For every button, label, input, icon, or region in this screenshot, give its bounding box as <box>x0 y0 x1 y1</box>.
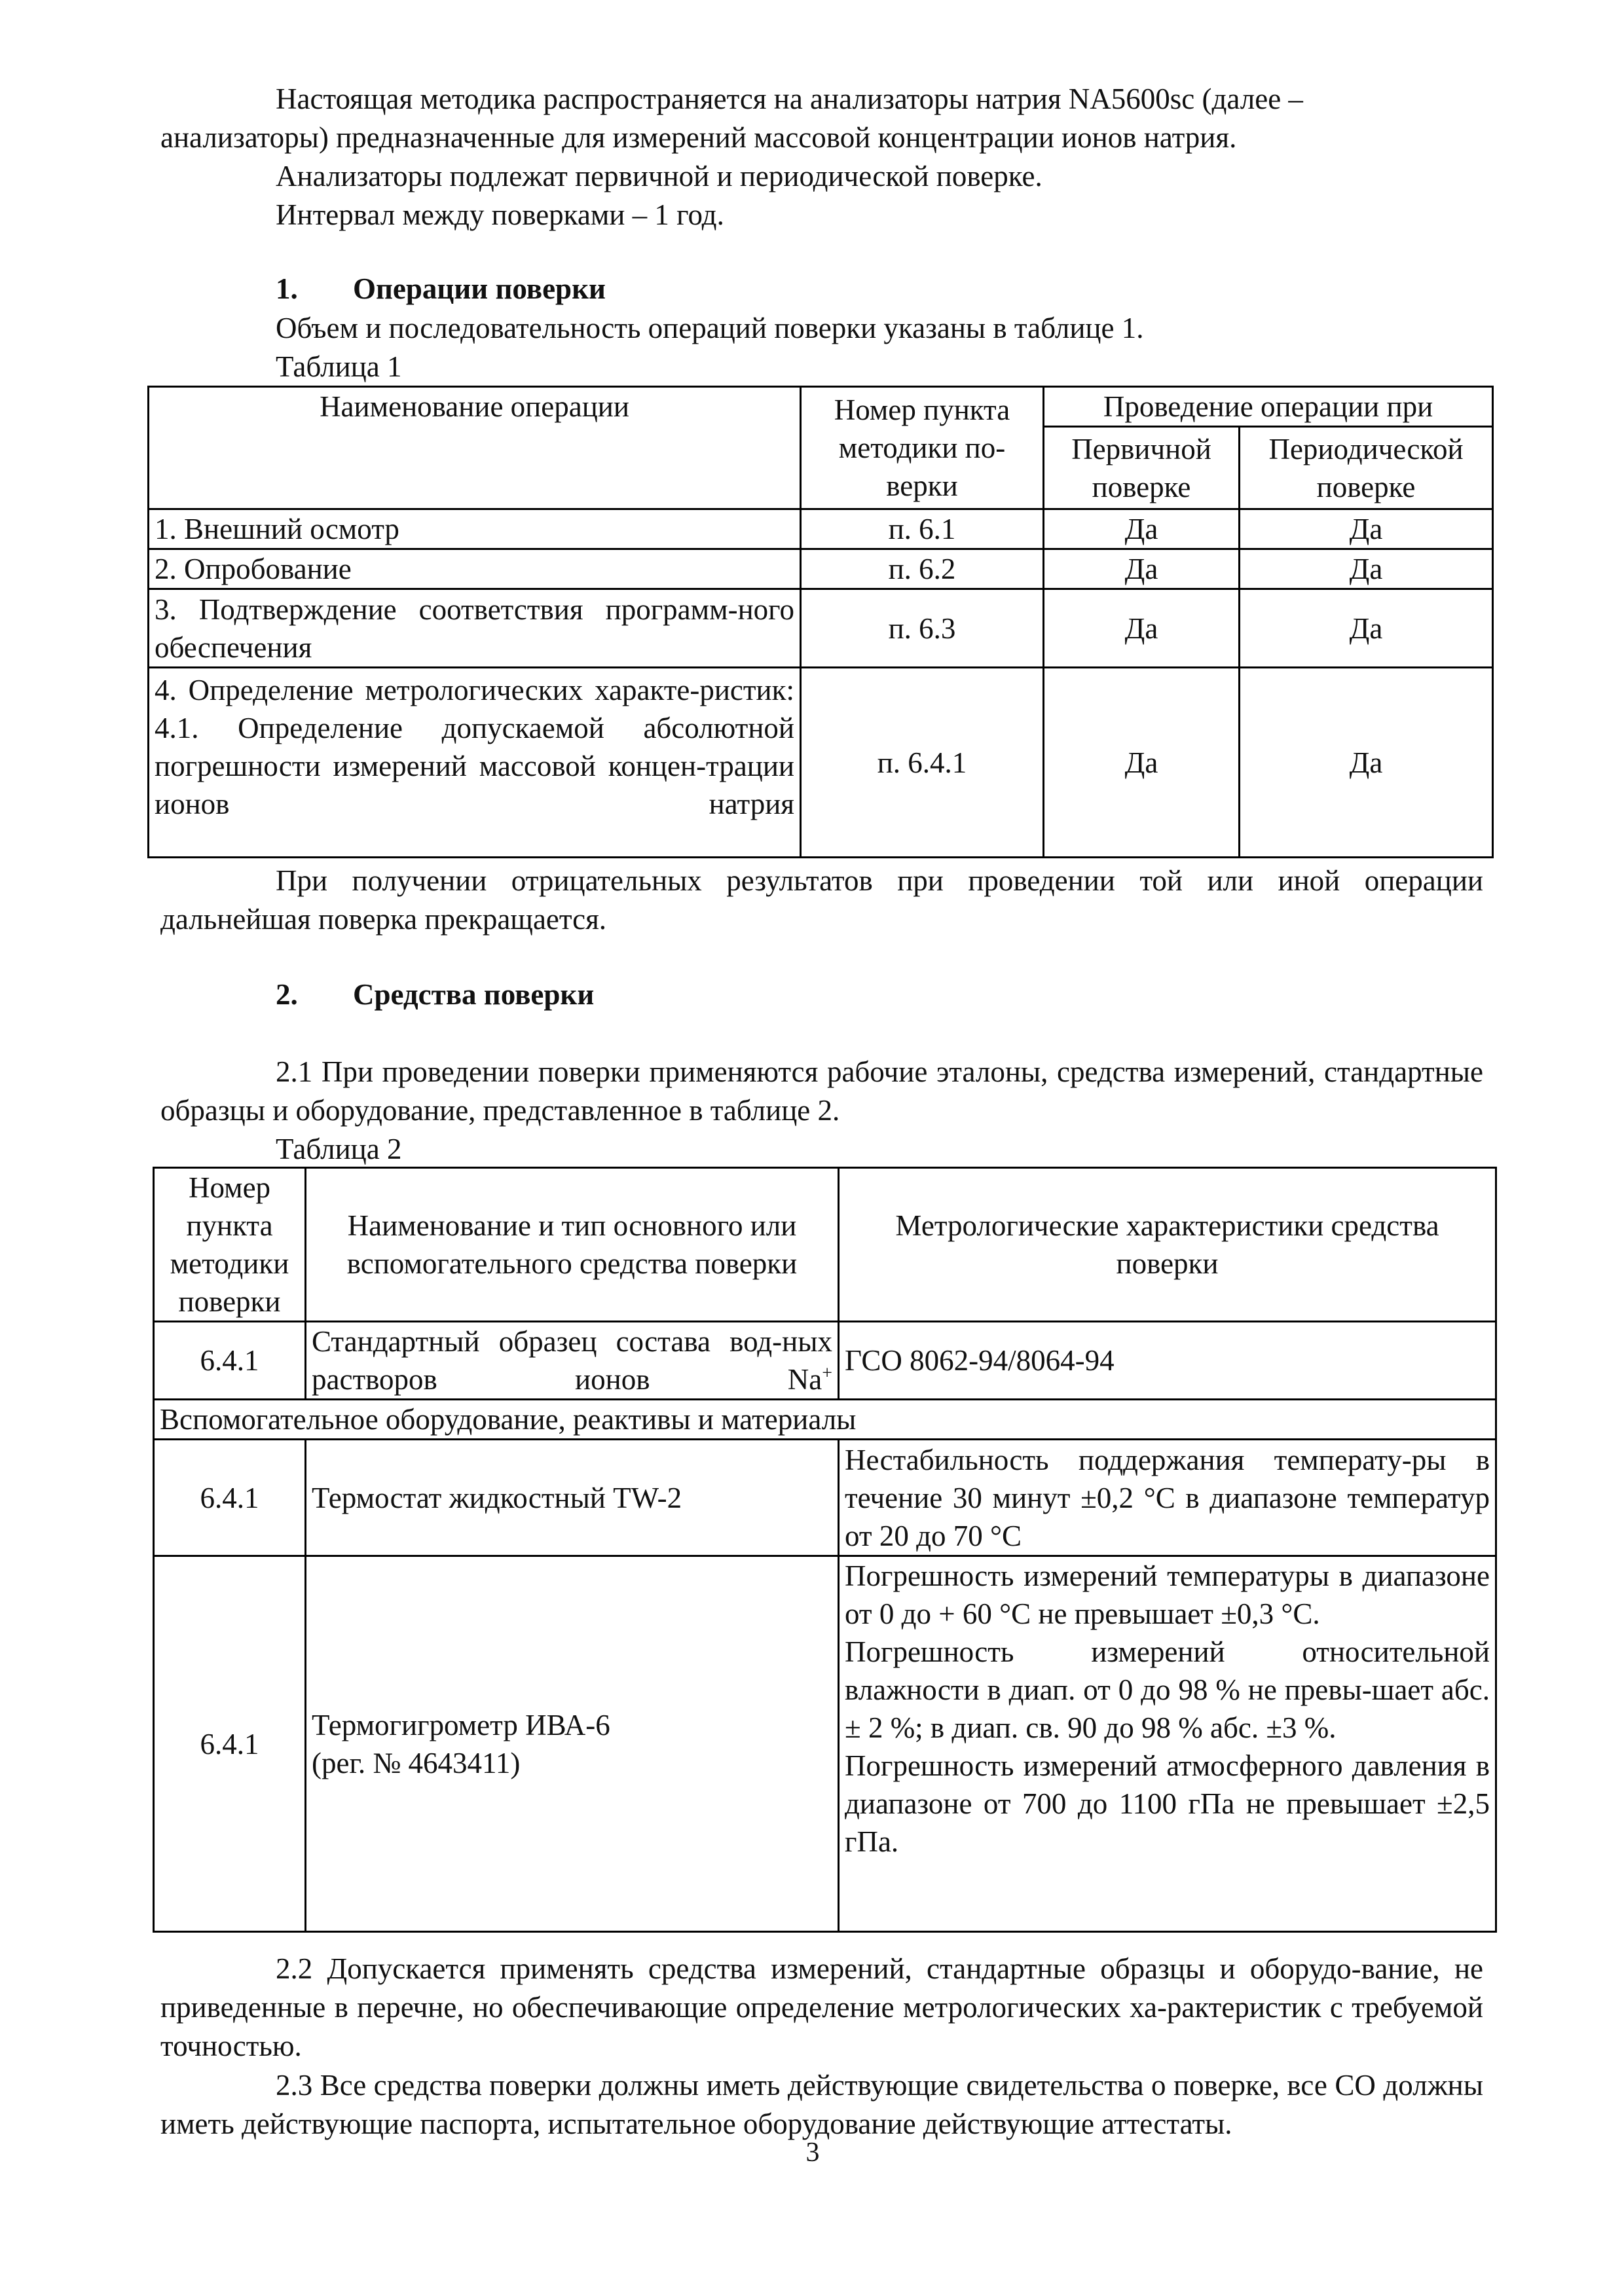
header-operation-name: Наименование операции <box>149 387 801 509</box>
row-characteristics: ГСО 8062-94/8064-94 <box>839 1322 1496 1400</box>
intro-line-4: Интервал между поверками – 1 год. <box>276 198 724 231</box>
row-registration: (рег. № 4643411) <box>312 1746 521 1779</box>
table-1-caption: Таблица 1 <box>276 350 402 383</box>
section-1-heading <box>276 270 606 308</box>
header-primary: Первичной поверке <box>1044 427 1240 509</box>
section-1-title: Операции поверки <box>353 272 606 305</box>
pressure-accuracy: Погрешность измерений атмосферного давления в диапазоне от 700 до 1100 гПа не превышает ±2,5 гПа. <box>845 1749 1490 1858</box>
row-characteristics-block <box>839 1556 1496 1932</box>
row-point: 6.4.1 <box>154 1556 306 1932</box>
intro-line-3: Анализаторы подлежат первичной и периодической поверке. <box>276 160 1043 192</box>
row-name: Термостат жидкостный TW-2 <box>306 1440 839 1556</box>
section-1-intro: Объем и последовательность операций поверки указаны в таблице 1. <box>276 312 1144 344</box>
row-name-sub: 4.1. Определение допускаемой абсолютной погрешности измерений массовой концен-трации ионов натрия <box>155 712 794 820</box>
humidity-accuracy: Погрешность измерений относительной влажности в диап. от 0 до 98 % не превы-шает абс. ± 2 %; в диап. св. 90 до 98 % абс. ±3 %. <box>845 1635 1490 1744</box>
table-row <box>149 549 1493 589</box>
row-periodic: Да <box>1240 549 1493 589</box>
header-periodic: Периодической поверке <box>1240 427 1493 509</box>
row-point: п. 6.4.1 <box>801 668 1044 858</box>
header-point: Номер пункта методики поверки <box>154 1168 306 1322</box>
row-characteristics: Нестабильность поддержания температу-ры в течение 30 минут ±0,2 °С в диапазоне температур от 20 до 70 °С <box>839 1440 1496 1556</box>
table-row <box>154 1400 1496 1440</box>
section-1-after-text: При получении отрицательных результатов при проведении той или иной операции дальнейшая поверка прекращается. <box>160 864 1483 936</box>
row-name: 4. Определение метрологических характе-ристик: <box>155 674 794 706</box>
section-2-title: Средства поверки <box>353 978 595 1011</box>
table-2-caption: Таблица 2 <box>276 1133 402 1165</box>
row-name <box>306 1322 839 1400</box>
aux-equipment-header: Вспомогательное оборудование, реактивы и материалы <box>154 1400 1496 1440</box>
section-1-number: 1. <box>276 272 298 305</box>
row-name: 2. Опробование <box>149 549 801 589</box>
row-primary: Да <box>1044 589 1240 668</box>
intro-line-2: анализаторы) предназначенные для измерений массовой концентрации ионов натрия. <box>160 121 1237 154</box>
table-row <box>149 668 1493 858</box>
paragraph-2-2: 2.2 Допускается применять средства измерений, стандартные образцы и оборудо-вание, не приведенные в перечне, но обеспечивающие определение метрологических ха-рактеристик с требуемой точностью. <box>160 1952 1483 2062</box>
row-primary: Да <box>1044 509 1240 549</box>
table-row <box>149 509 1493 549</box>
row-periodic: Да <box>1240 509 1493 549</box>
header-means-name: Наименование и тип основного или вспомогательного средства поверки <box>306 1168 839 1322</box>
row-point: п. 6.3 <box>801 589 1044 668</box>
row-point: 6.4.1 <box>154 1440 306 1556</box>
table-row <box>154 1556 1496 1932</box>
intro-line-1: Настоящая методика распространяется на анализаторы натрия NA5600sc (далее – <box>276 82 1303 115</box>
header-conducted-at: Проведение операции при <box>1044 387 1493 427</box>
temperature-accuracy: Погрешность измерений температуры в диапазоне от 0 до + 60 °С не превышает ±0,3 °С. <box>845 1559 1490 1630</box>
row-name-block <box>149 668 801 858</box>
row-name: Термогигрометр ИВА-6 <box>312 1708 610 1741</box>
row-point: п. 6.2 <box>801 549 1044 589</box>
row-primary: Да <box>1044 668 1240 858</box>
table-row <box>149 589 1493 668</box>
row-primary: Да <box>1044 549 1240 589</box>
page-number: 3 <box>805 2138 820 2168</box>
header-characteristics: Метрологические характеристики средства поверки <box>839 1168 1496 1322</box>
row-name: 3. Подтверждение соответствия программ-ного обеспечения <box>149 589 801 668</box>
section-2-number: 2. <box>276 978 298 1011</box>
header-point-number: Номер пункта методики по-верки <box>801 387 1044 509</box>
table-row <box>154 1440 1496 1556</box>
superscript-plus: + <box>822 1363 832 1383</box>
row-name-block <box>306 1556 839 1932</box>
table-row <box>154 1322 1496 1400</box>
operations-table <box>147 386 1494 858</box>
row-name-text: Стандартный образец состава вод-ных растворов ионов Na <box>312 1325 832 1396</box>
section-2-heading <box>276 975 594 1014</box>
row-periodic: Да <box>1240 668 1493 858</box>
paragraph-2-1: 2.1 При проведении поверки применяются рабочие эталоны, средства измерений, стандартные образцы и оборудование, представленное в таблице 2. <box>160 1055 1483 1127</box>
row-point: п. 6.1 <box>801 509 1044 549</box>
paragraph-2-3: 2.3 Все средства поверки должны иметь действующие свидетельства о поверке, все СО должны иметь действующие паспорта, испытательное оборудование действующие аттестаты. <box>160 2069 1483 2140</box>
row-name: 1. Внешний осмотр <box>149 509 801 549</box>
row-point: 6.4.1 <box>154 1322 306 1400</box>
row-periodic: Да <box>1240 589 1493 668</box>
verification-means-table <box>153 1167 1497 1933</box>
